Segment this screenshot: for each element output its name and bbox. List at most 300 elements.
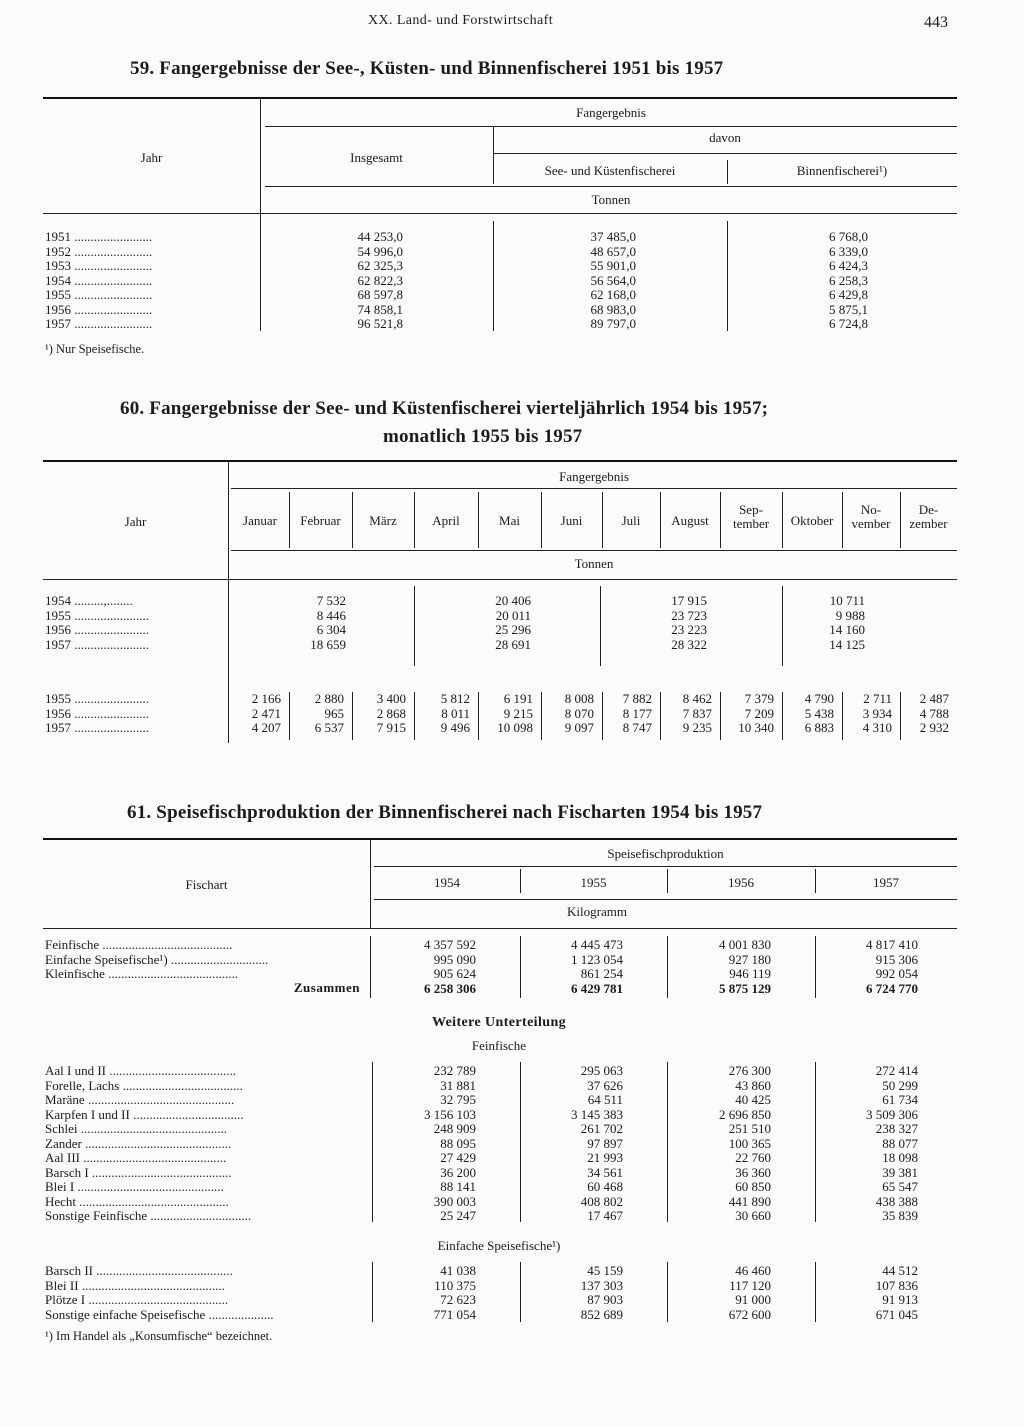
table-col-rule [352, 692, 353, 740]
table-59-col-rule [493, 221, 494, 331]
table-60-column-quarter [246, 594, 346, 652]
table-row-label: 1956 ........................ [45, 302, 153, 317]
table-cell: 5 812 [440, 692, 470, 706]
table-60-column-month [604, 692, 652, 736]
table-61-column-fischart-einfache [45, 1264, 367, 1322]
table-cell: 3 156 103 [424, 1107, 476, 1122]
table-row-label: 1956 ....................... [45, 623, 149, 637]
table-60-header-month [352, 514, 414, 528]
table-60-column-month [844, 692, 892, 736]
table-cell: 5 875,1 [829, 301, 868, 317]
table-cell: 22 760 [735, 1151, 771, 1165]
table-61-column-summary [366, 938, 476, 996]
table-cell: 74 858,1 [357, 301, 403, 317]
table-cell: 8 008 [564, 692, 594, 706]
month-label-line: Juli [621, 513, 641, 528]
table-61-column-einfache [808, 1264, 918, 1322]
table-61-column-fischart-feinfische [45, 1064, 367, 1224]
table-60-header-month [842, 503, 900, 531]
month-label-line: tember [732, 516, 770, 531]
table-cell: 56 564,0 [590, 272, 636, 288]
table-cell: 1 123 054 [571, 952, 623, 967]
table-60-header-month [782, 514, 842, 528]
month-label-line: Februar [300, 513, 341, 528]
table-cell: 18 098 [882, 1151, 918, 1165]
table-cell: 8 446 [316, 608, 346, 623]
table-cell: 671 045 [875, 1307, 918, 1322]
table-cell: 50 299 [882, 1078, 918, 1093]
running-head: XX. Land- und Forstwirtschaft [368, 13, 554, 28]
table-cell: 41 038 [440, 1264, 476, 1278]
table-60-header-unit: Tonnen [574, 556, 614, 571]
table-cell: 927 180 [728, 952, 771, 967]
table-60-header-month [541, 514, 602, 528]
month-label-line: März [369, 513, 397, 528]
table-cell: 6 537 [314, 721, 344, 735]
table-cell: 36 200 [440, 1165, 476, 1180]
table-row-label: 1954 .........,........ [45, 594, 133, 608]
table-61-column-einfache [661, 1264, 771, 1322]
table-cell: 2 880 [314, 692, 344, 706]
table-cell: 7 837 [682, 706, 712, 721]
table-61-footnote: ¹) Im Handel als „Konsumfische“ bezeichnet. [45, 1329, 273, 1343]
table-cell: 995 090 [433, 952, 476, 967]
table-cell: 4 790 [804, 692, 834, 706]
table-61-header-year: 1957 [873, 875, 899, 890]
table-cell: 6 304 [316, 623, 346, 637]
table-cell: 9 097 [564, 721, 594, 735]
table-59-rule [265, 186, 957, 187]
table-61-top-rule [43, 838, 957, 840]
table-60-column-jahr-monthly [45, 692, 225, 736]
table-59-header-unit: Tonnen [591, 192, 631, 207]
table-cell: 28 322 [671, 637, 707, 652]
table-cell: 72 623 [440, 1293, 476, 1307]
table-59-rule [265, 126, 957, 127]
table-cell: 107 836 [875, 1278, 918, 1293]
table-59-top-rule [43, 97, 957, 99]
table-61-header-produktion: Speisefischproduktion [607, 846, 724, 861]
table-60-header-month [478, 514, 541, 528]
table-cell: 10 098 [497, 721, 533, 735]
table-cell: 30 660 [735, 1209, 771, 1223]
table-cell: 8 011 [441, 706, 470, 721]
table-61-column-feinfische [808, 1064, 918, 1224]
table-61-column-einfache [366, 1264, 476, 1322]
table-59-rule [493, 153, 957, 154]
table-cell: 4 207 [251, 721, 281, 735]
table-cell: 915 306 [875, 952, 918, 967]
table-cell: 55 901,0 [590, 258, 636, 273]
month-label-line: Januar [243, 513, 277, 528]
table-row-label: 1955 ....................... [45, 608, 149, 623]
table-cell: 39 381 [882, 1165, 918, 1180]
table-cell: 110 375 [434, 1278, 476, 1293]
table-61-column-fischart-summary [45, 938, 367, 982]
table-cell: 905 624 [433, 967, 476, 981]
table-cell: 7 379 [744, 692, 774, 706]
table-cell: 62 325,3 [357, 258, 403, 273]
table-60-header-fangergebnis: Fangergebnis [559, 469, 629, 484]
table-total-cell: 6 724 770 [866, 980, 918, 996]
table-cell: 7 882 [622, 692, 652, 706]
month-label-line: April [432, 513, 460, 528]
table-cell: 117 120 [729, 1278, 771, 1293]
table-cell: 68 983,0 [590, 301, 636, 317]
table-cell: 27 429 [440, 1151, 476, 1165]
table-60-header-month [900, 503, 957, 531]
table-col-rule [660, 692, 661, 740]
table-61-rule [43, 928, 957, 929]
table-60-column-month [543, 692, 594, 736]
table-cell: 3 509 306 [866, 1107, 918, 1122]
table-cell: 60 468 [587, 1180, 623, 1194]
table-cell: 62 822,3 [357, 272, 403, 288]
table-59-column-see [530, 230, 636, 332]
month-label-line: Juni [560, 513, 583, 528]
table-60-column-quarter [607, 594, 707, 652]
table-row-label: Schlei ............................................. [45, 1122, 227, 1136]
table-cell: 31 881 [440, 1078, 476, 1093]
table-60-column-month [902, 692, 949, 736]
table-cell: 852 689 [580, 1307, 623, 1322]
table-61-header-fischart: Fischart [185, 877, 228, 892]
table-cell: 48 657,0 [590, 243, 636, 259]
table-cell: 88 095 [440, 1136, 476, 1151]
table-61-title: 61. Speisefischproduktion der Binnenfischerei nach Fischarten 1954 bis 1957 [127, 802, 763, 823]
table-cell: 3 145 383 [571, 1107, 623, 1122]
table-cell: 6 424,3 [829, 258, 868, 273]
table-row-label: 1952 ........................ [45, 244, 153, 259]
table-59-header-binnen: Binnenfischerei¹) [796, 163, 888, 178]
table-cell: 91 913 [882, 1293, 918, 1307]
table-row-label: 1956 ....................... [45, 706, 149, 721]
table-cell: 8 070 [564, 706, 594, 721]
table-row-label: 1957 ........................ [45, 317, 153, 331]
month-label-line: Sep- [739, 502, 763, 517]
table-cell: 89 797,0 [590, 316, 636, 331]
table-cell: 62 168,0 [590, 287, 636, 302]
table-row-label: 1955 ....................... [45, 692, 149, 706]
table-row-label: Aal I und II ....................................... [45, 1064, 237, 1078]
table-60-header-month [720, 503, 782, 531]
table-cell: 9 235 [682, 721, 712, 735]
table-cell: 96 521,8 [357, 316, 403, 331]
table-cell: 28 691 [495, 637, 531, 652]
table-60-header-month [660, 514, 720, 528]
table-cell: 44 253,0 [357, 229, 403, 244]
table-60-rule [231, 488, 957, 489]
table-col-rule [720, 692, 721, 740]
table-60-stub-rule [228, 461, 229, 743]
table-60-title-line1: 60. Fangergebnisse der See- und Küstenfischerei vierteljährlich 1954 bis 1957; [120, 398, 769, 419]
table-cell: 946 119 [729, 967, 771, 981]
table-row-label: Forelle, Lachs ..................................... [45, 1078, 243, 1093]
table-cell: 37 485,0 [590, 229, 636, 244]
table-cell: 54 996,0 [357, 243, 403, 259]
table-cell: 10 340 [738, 721, 774, 735]
table-59-header-insgesamt: Insgesamt [350, 150, 403, 165]
table-cell: 9 215 [503, 706, 533, 721]
table-cell: 37 626 [587, 1078, 623, 1093]
table-cell: 32 795 [440, 1093, 476, 1107]
table-cell: 2 868 [376, 706, 406, 721]
table-cell: 4 788 [919, 706, 949, 721]
table-cell: 771 054 [433, 1307, 476, 1322]
month-label-line: No- [860, 502, 882, 517]
table-59-col-rule [727, 221, 728, 331]
table-cell: 6 724,8 [829, 316, 868, 331]
table-col-rule [478, 692, 479, 740]
table-cell: 60 850 [735, 1180, 771, 1194]
table-row-label: 1957 ....................... [45, 637, 149, 652]
table-cell: 438 388 [875, 1194, 918, 1209]
table-cell: 14 160 [829, 623, 865, 637]
table-cell: 6 429,8 [829, 287, 868, 302]
table-61-column-feinfische [513, 1064, 623, 1224]
table-59-header-davon: davon [709, 130, 741, 145]
table-row-label: Blei II ............................................ [45, 1278, 225, 1293]
table-cell: 261 702 [580, 1122, 623, 1136]
table-60-column-quarter [431, 594, 531, 652]
table-cell: 20 406 [495, 594, 531, 608]
table-61-column-summary [513, 938, 623, 996]
table-cell: 91 000 [735, 1293, 771, 1307]
table-cell: 441 890 [728, 1194, 771, 1209]
table-cell: 2 166 [251, 692, 281, 706]
table-cell: 4 357 592 [424, 938, 476, 952]
table-row-label: Einfache Speisefische¹) .............................. [45, 952, 269, 967]
table-row-label: 1957 ....................... [45, 721, 149, 735]
table-row-label: 1953 ........................ [45, 259, 153, 273]
table-cell: 17 915 [671, 594, 707, 608]
table-cell: 36 360 [735, 1165, 771, 1180]
table-cell: 97 897 [587, 1136, 623, 1151]
table-cell: 7 209 [744, 706, 774, 721]
table-cell: 251 510 [728, 1122, 771, 1136]
table-59-title: 59. Fangergebnisse der See-, Küsten- und Binnenfischerei 1951 bis 1957 [130, 58, 724, 79]
table-col-rule [289, 692, 290, 740]
table-cell: 43 860 [735, 1078, 771, 1093]
month-label-line: August [671, 513, 709, 528]
table-row-label: 1955 ........................ [45, 288, 153, 302]
table-cell: 3 934 [862, 706, 892, 721]
table-61-column-einfache [513, 1264, 623, 1322]
table-59-footnote: ¹) Nur Speisefische. [45, 342, 145, 356]
page-number: 443 [924, 14, 948, 31]
table-row-label: Zander ............................................. [45, 1136, 232, 1151]
table-row-label: 1954 ........................ [45, 273, 153, 288]
table-cell: 238 327 [875, 1122, 918, 1136]
table-60-header-month [602, 514, 660, 528]
table-row-label: Maräne ............................................. [45, 1093, 235, 1107]
table-cell: 408 802 [580, 1194, 623, 1209]
table-row-label: Aal III ............................................ [45, 1151, 227, 1165]
table-row-label: Kleinfische ........................................ [45, 967, 239, 981]
table-59-column-jahr [45, 230, 257, 332]
table-row-label: Barsch II .......................................... [45, 1264, 233, 1278]
table-cell: 965 [324, 706, 344, 721]
table-col-rule [600, 586, 601, 666]
table-cell: 45 159 [587, 1264, 623, 1278]
table-cell: 68 597,8 [357, 287, 403, 302]
table-cell: 34 561 [587, 1165, 623, 1180]
month-label-line: Mai [499, 513, 520, 528]
table-cell: 65 547 [882, 1180, 918, 1194]
table-row-label: Barsch I ........................................... [45, 1165, 232, 1180]
table-row-label: Sonstige Feinfische ............................... [45, 1209, 252, 1223]
table-col-rule [602, 692, 603, 740]
table-60-header-month [289, 514, 352, 528]
table-cell: 14 125 [829, 637, 865, 652]
table-cell: 7 915 [376, 721, 406, 735]
table-cell: 272 414 [875, 1064, 918, 1078]
table-cell: 7 532 [316, 594, 346, 608]
table-row-label: 1951 ........................ [45, 230, 153, 244]
table-total-cell: 6 258 306 [424, 980, 476, 996]
table-cell: 88 077 [882, 1136, 918, 1151]
table-cell: 61 734 [882, 1093, 918, 1107]
table-cell: 21 993 [587, 1151, 623, 1165]
table-61-weitere-unterteilung: Weitere Unterteilung [431, 1015, 567, 1030]
table-60-header-month [414, 514, 478, 528]
table-cell: 2 471 [251, 706, 281, 721]
table-col-rule [414, 692, 415, 740]
table-cell: 8 177 [622, 706, 652, 721]
table-cell: 672 600 [728, 1307, 771, 1322]
table-total-cell: 5 875 129 [719, 980, 771, 996]
table-cell: 6 191 [503, 692, 533, 706]
table-cell: 23 723 [671, 608, 707, 623]
table-60-column-month [662, 692, 712, 736]
table-cell: 25 296 [495, 623, 531, 637]
table-total-cell: 6 429 781 [571, 980, 623, 996]
table-cell: 9 988 [835, 608, 865, 623]
table-cell: 4 817 410 [866, 938, 918, 952]
table-cell: 137 303 [580, 1278, 623, 1293]
table-cell: 390 003 [433, 1194, 476, 1209]
table-59-header-see: See- und Küstenfischerei [544, 163, 676, 178]
table-61-header-year: 1954 [434, 875, 460, 890]
table-61-header-year: 1956 [728, 875, 754, 890]
table-60-top-rule [43, 460, 957, 462]
table-59-rule [43, 213, 957, 214]
table-61-rule [374, 866, 957, 867]
table-cell: 992 054 [875, 967, 918, 981]
table-row-label: Hecht .............................................. [45, 1194, 229, 1209]
table-cell: 35 839 [882, 1209, 918, 1223]
table-61-column-feinfische [661, 1064, 771, 1224]
table-col-rule [782, 692, 783, 740]
table-cell: 2 487 [919, 692, 949, 706]
table-60-column-month [233, 692, 281, 736]
table-cell: 4 001 830 [719, 938, 771, 952]
table-row-label: Plötze I ........................................... [45, 1293, 229, 1307]
table-61-column-summary [808, 938, 918, 996]
table-60-column-month [480, 692, 533, 736]
table-row-label: Karpfen I und II .................................. [45, 1107, 244, 1122]
month-label-line: Oktober [790, 513, 834, 528]
table-cell: 20 011 [495, 608, 531, 623]
table-59-stub-rule [260, 98, 261, 331]
table-61-column-feinfische [366, 1064, 476, 1224]
table-61-header-year: 1955 [580, 875, 607, 890]
table-cell: 248 909 [433, 1122, 476, 1136]
table-59-column-binnen [760, 230, 868, 332]
table-cell: 2 711 [863, 692, 892, 706]
table-cell: 9 496 [440, 721, 470, 735]
table-cell: 861 254 [580, 967, 623, 981]
table-row-label: Feinfische ........................................ [45, 938, 233, 952]
table-cell: 44 512 [882, 1264, 918, 1278]
table-cell: 8 747 [622, 721, 652, 735]
table-60-title-line2: monatlich 1955 bis 1957 [383, 426, 583, 447]
table-61-feinfische-heading: Feinfische [471, 1038, 527, 1053]
table-cell: 3 400 [376, 692, 406, 706]
table-cell: 100 365 [728, 1136, 771, 1151]
table-cell: 6 339,0 [829, 243, 868, 259]
table-61-header-unit: Kilogramm [567, 904, 627, 919]
table-cell: 6 883 [804, 721, 834, 735]
table-cell: 4 310 [862, 721, 892, 735]
month-label-line: De- [918, 502, 939, 517]
table-row-label: Blei I ............................................. [45, 1180, 224, 1194]
table-cell: 18 659 [310, 637, 346, 652]
table-61-column-summary [661, 938, 771, 996]
table-cell: 87 903 [587, 1293, 623, 1307]
table-col-rule [900, 692, 901, 740]
table-59-header-jahr: Jahr [140, 150, 163, 165]
table-61-total-label: Zusammen [293, 980, 360, 995]
table-cell: 276 300 [728, 1064, 771, 1078]
table-cell: 295 063 [580, 1064, 623, 1078]
table-cell: 2 696 850 [719, 1107, 771, 1122]
table-60-column-jahr-quarterly [45, 594, 225, 652]
table-61-einfache-heading: Einfache Speisefische¹) [437, 1238, 561, 1253]
month-label-line: zember [909, 516, 948, 531]
table-60-column-month [722, 692, 774, 736]
table-cell: 64 511 [587, 1093, 623, 1107]
table-59-column-insgesamt [300, 230, 403, 332]
table-row-label: Sonstige einfache Speisefische .................... [45, 1307, 274, 1322]
table-61-stub-rule [370, 839, 371, 928]
table-cell: 6 768,0 [829, 229, 868, 244]
table-cell: 46 460 [735, 1264, 771, 1278]
table-60-column-month [784, 692, 834, 736]
table-cell: 8 462 [682, 692, 712, 706]
table-col-rule [842, 692, 843, 740]
table-cell: 17 467 [587, 1209, 623, 1223]
table-cell: 5 438 [804, 706, 834, 721]
table-60-header-jahr: Jahr [124, 514, 147, 529]
month-label-line: vember [851, 516, 891, 531]
table-60-column-month [416, 692, 470, 736]
table-cell: 10 711 [829, 594, 865, 608]
table-60-column-month [354, 692, 406, 736]
table-60-column-quarter [765, 594, 865, 652]
table-cell: 25 247 [440, 1209, 476, 1223]
table-60-rule [231, 550, 957, 551]
table-60-header-month [231, 514, 289, 528]
table-col-rule [414, 586, 415, 666]
table-cell: 4 445 473 [571, 938, 623, 952]
table-61-rule [374, 899, 957, 900]
table-59-header-fangergebnis: Fangergebnis [576, 105, 646, 120]
table-cell: 23 223 [671, 623, 707, 637]
table-col-rule [541, 692, 542, 740]
table-cell: 232 789 [433, 1064, 476, 1078]
table-cell: 88 141 [440, 1180, 476, 1194]
